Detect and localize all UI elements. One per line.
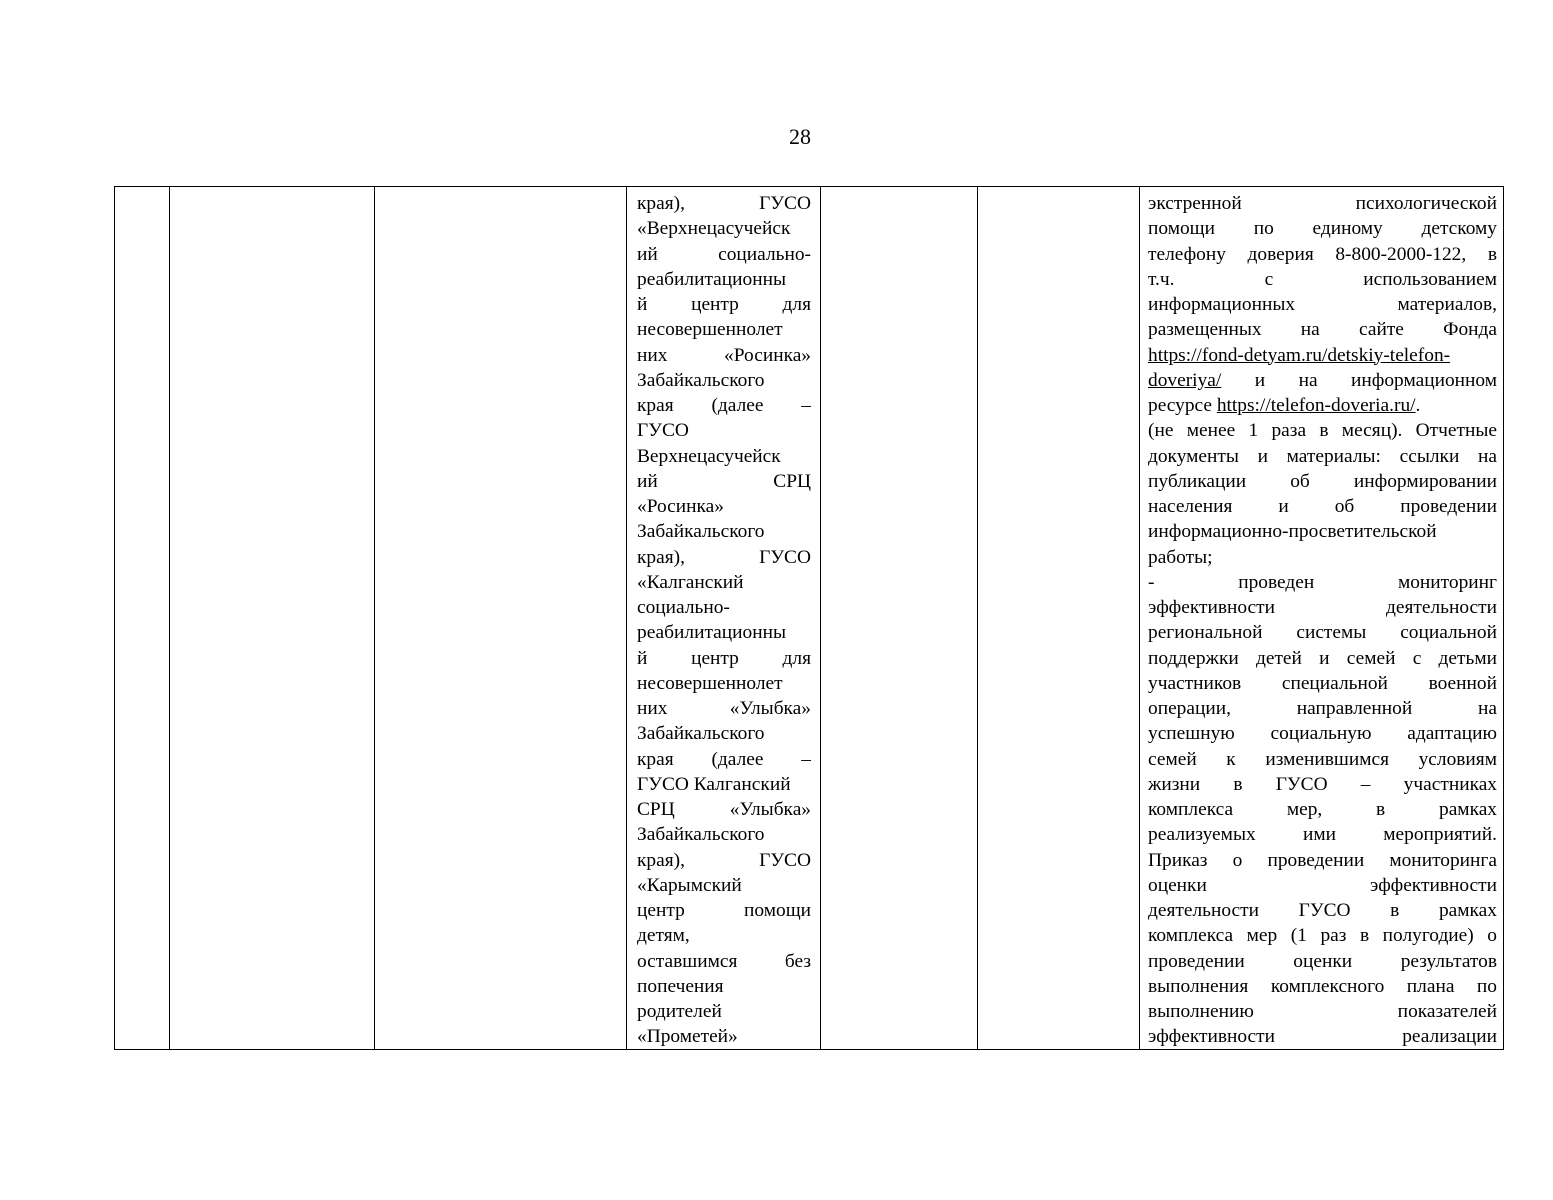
text-line: успешную социальную адаптацию	[1148, 723, 1497, 745]
text-line: информационно-просветительской	[1148, 521, 1437, 543]
text-line: реабилитационны	[637, 268, 786, 290]
text-line: «Карымский	[637, 874, 742, 896]
text-line: операции, направленной на	[1148, 698, 1497, 719]
document-table	[114, 186, 1504, 1050]
text-line: края), ГУСО	[637, 849, 811, 871]
text-line: комплекса мер, в рамках	[1148, 799, 1497, 820]
text-line: Забайкальского	[637, 824, 765, 846]
text-fragment: ресурсе	[1148, 395, 1217, 416]
text-line: социально-	[637, 597, 730, 618]
text-line: края (далее –	[637, 395, 811, 416]
text-line: края), ГУСО	[637, 193, 811, 214]
text-line: Забайкальского	[637, 369, 765, 391]
text-line: (не менее 1 раза в месяц). Отчетные	[1148, 420, 1497, 442]
text-line: семей к изменившимся условиям	[1148, 748, 1497, 770]
hyperlink[interactable]: https://fond-detyam.ru/detskiy-telefon-	[1148, 344, 1451, 366]
text-line: помощи по единому детскому	[1148, 218, 1497, 240]
page-number: 28	[789, 124, 811, 149]
column-divider	[977, 187, 978, 1049]
text-line: региональной системы социальной	[1148, 622, 1497, 644]
text-line: работы;	[1148, 546, 1213, 568]
text-line: выполнению показателей	[1148, 1001, 1497, 1022]
results-description-cell	[1148, 191, 1497, 1050]
text-line: проведении оценки результатов	[1148, 950, 1497, 972]
text-line: й центр для	[637, 647, 811, 669]
text-line: несовершеннолет	[637, 319, 783, 341]
text-line: них «Улыбка»	[637, 698, 811, 719]
text-line: несовершеннолет	[637, 672, 783, 694]
text-line: участников специальной военной	[1148, 672, 1497, 694]
column-divider	[1139, 187, 1140, 1049]
text-line	[1148, 393, 1497, 418]
column-divider	[626, 187, 627, 1049]
text-line: размещенных на сайте Фонда	[1148, 319, 1497, 341]
text-line: ГУСО	[637, 420, 689, 442]
hyperlink[interactable]: doveriya/	[1148, 369, 1222, 391]
text-line: публикации об информировании	[1148, 470, 1497, 492]
text-line: оценки эффективности	[1148, 874, 1497, 896]
text-line: ий СРЦ	[637, 470, 811, 492]
hyperlink[interactable]: https://telefon-doveria.ru/	[1216, 395, 1416, 416]
text-line: поддержки детей и семей с детьми	[1148, 647, 1497, 669]
text-line: й центр для	[637, 294, 811, 315]
text-line: попечения	[637, 975, 724, 997]
text-line: края), ГУСО	[637, 546, 811, 568]
text-line: выполнения комплексного плана по	[1148, 975, 1497, 997]
column-divider	[820, 187, 821, 1049]
text-line: населения и об проведении	[1148, 496, 1497, 517]
text-line: «Калганский	[637, 571, 744, 593]
responsible-organizations-cell	[637, 191, 811, 1050]
text-line: Приказ о проведении мониторинга	[1148, 849, 1497, 871]
text-line: реализуемых ими мероприятий.	[1148, 824, 1497, 846]
text-line: «Прометей»	[637, 1026, 738, 1048]
text-line: документы и материалы: ссылки на	[1148, 445, 1497, 467]
text-line: реабилитационны	[637, 622, 786, 644]
text-line: ГУСО Калганский	[637, 773, 791, 795]
text-line: края (далее –	[637, 748, 811, 770]
text-line: родителей	[637, 1001, 722, 1022]
text-line: «Верхнецасучейск	[637, 218, 791, 240]
text-line: - проведен мониторинг	[1148, 571, 1497, 593]
text-line: телефону доверия 8-800-2000-122, в	[1148, 243, 1497, 265]
text-line: комплекса мер (1 раз в полугодие) о	[1148, 925, 1497, 947]
text-line: жизни в ГУСО – участниках	[1148, 773, 1497, 795]
text-line: т.ч. с использованием	[1148, 268, 1497, 290]
text-line: информационных материалов,	[1148, 294, 1497, 315]
column-divider	[169, 187, 170, 1049]
text-line: Верхнецасучейск	[637, 445, 781, 467]
text-line: СРЦ «Улыбка»	[637, 799, 811, 820]
text-line: экстренной психологической	[1148, 193, 1497, 214]
text-line: «Росинка»	[637, 496, 724, 517]
text-line: эффективности деятельности	[1148, 597, 1497, 618]
text-line: Забайкальского	[637, 521, 765, 543]
text-fragment: и на информационном	[1221, 369, 1497, 391]
column-divider	[374, 187, 375, 1049]
text-line: них «Росинка»	[637, 344, 811, 366]
text-line: детям,	[637, 925, 690, 947]
text-line: оставшимся без	[637, 950, 811, 972]
text-line	[1148, 368, 1497, 393]
text-line: эффективности реализации	[1148, 1026, 1497, 1048]
text-line: ий социально-	[637, 243, 811, 265]
text-fragment: .	[1415, 395, 1421, 416]
text-line: Забайкальского	[637, 723, 765, 745]
text-line: центр помощи	[637, 900, 811, 921]
text-line: деятельности ГУСО в рамках	[1148, 900, 1497, 921]
